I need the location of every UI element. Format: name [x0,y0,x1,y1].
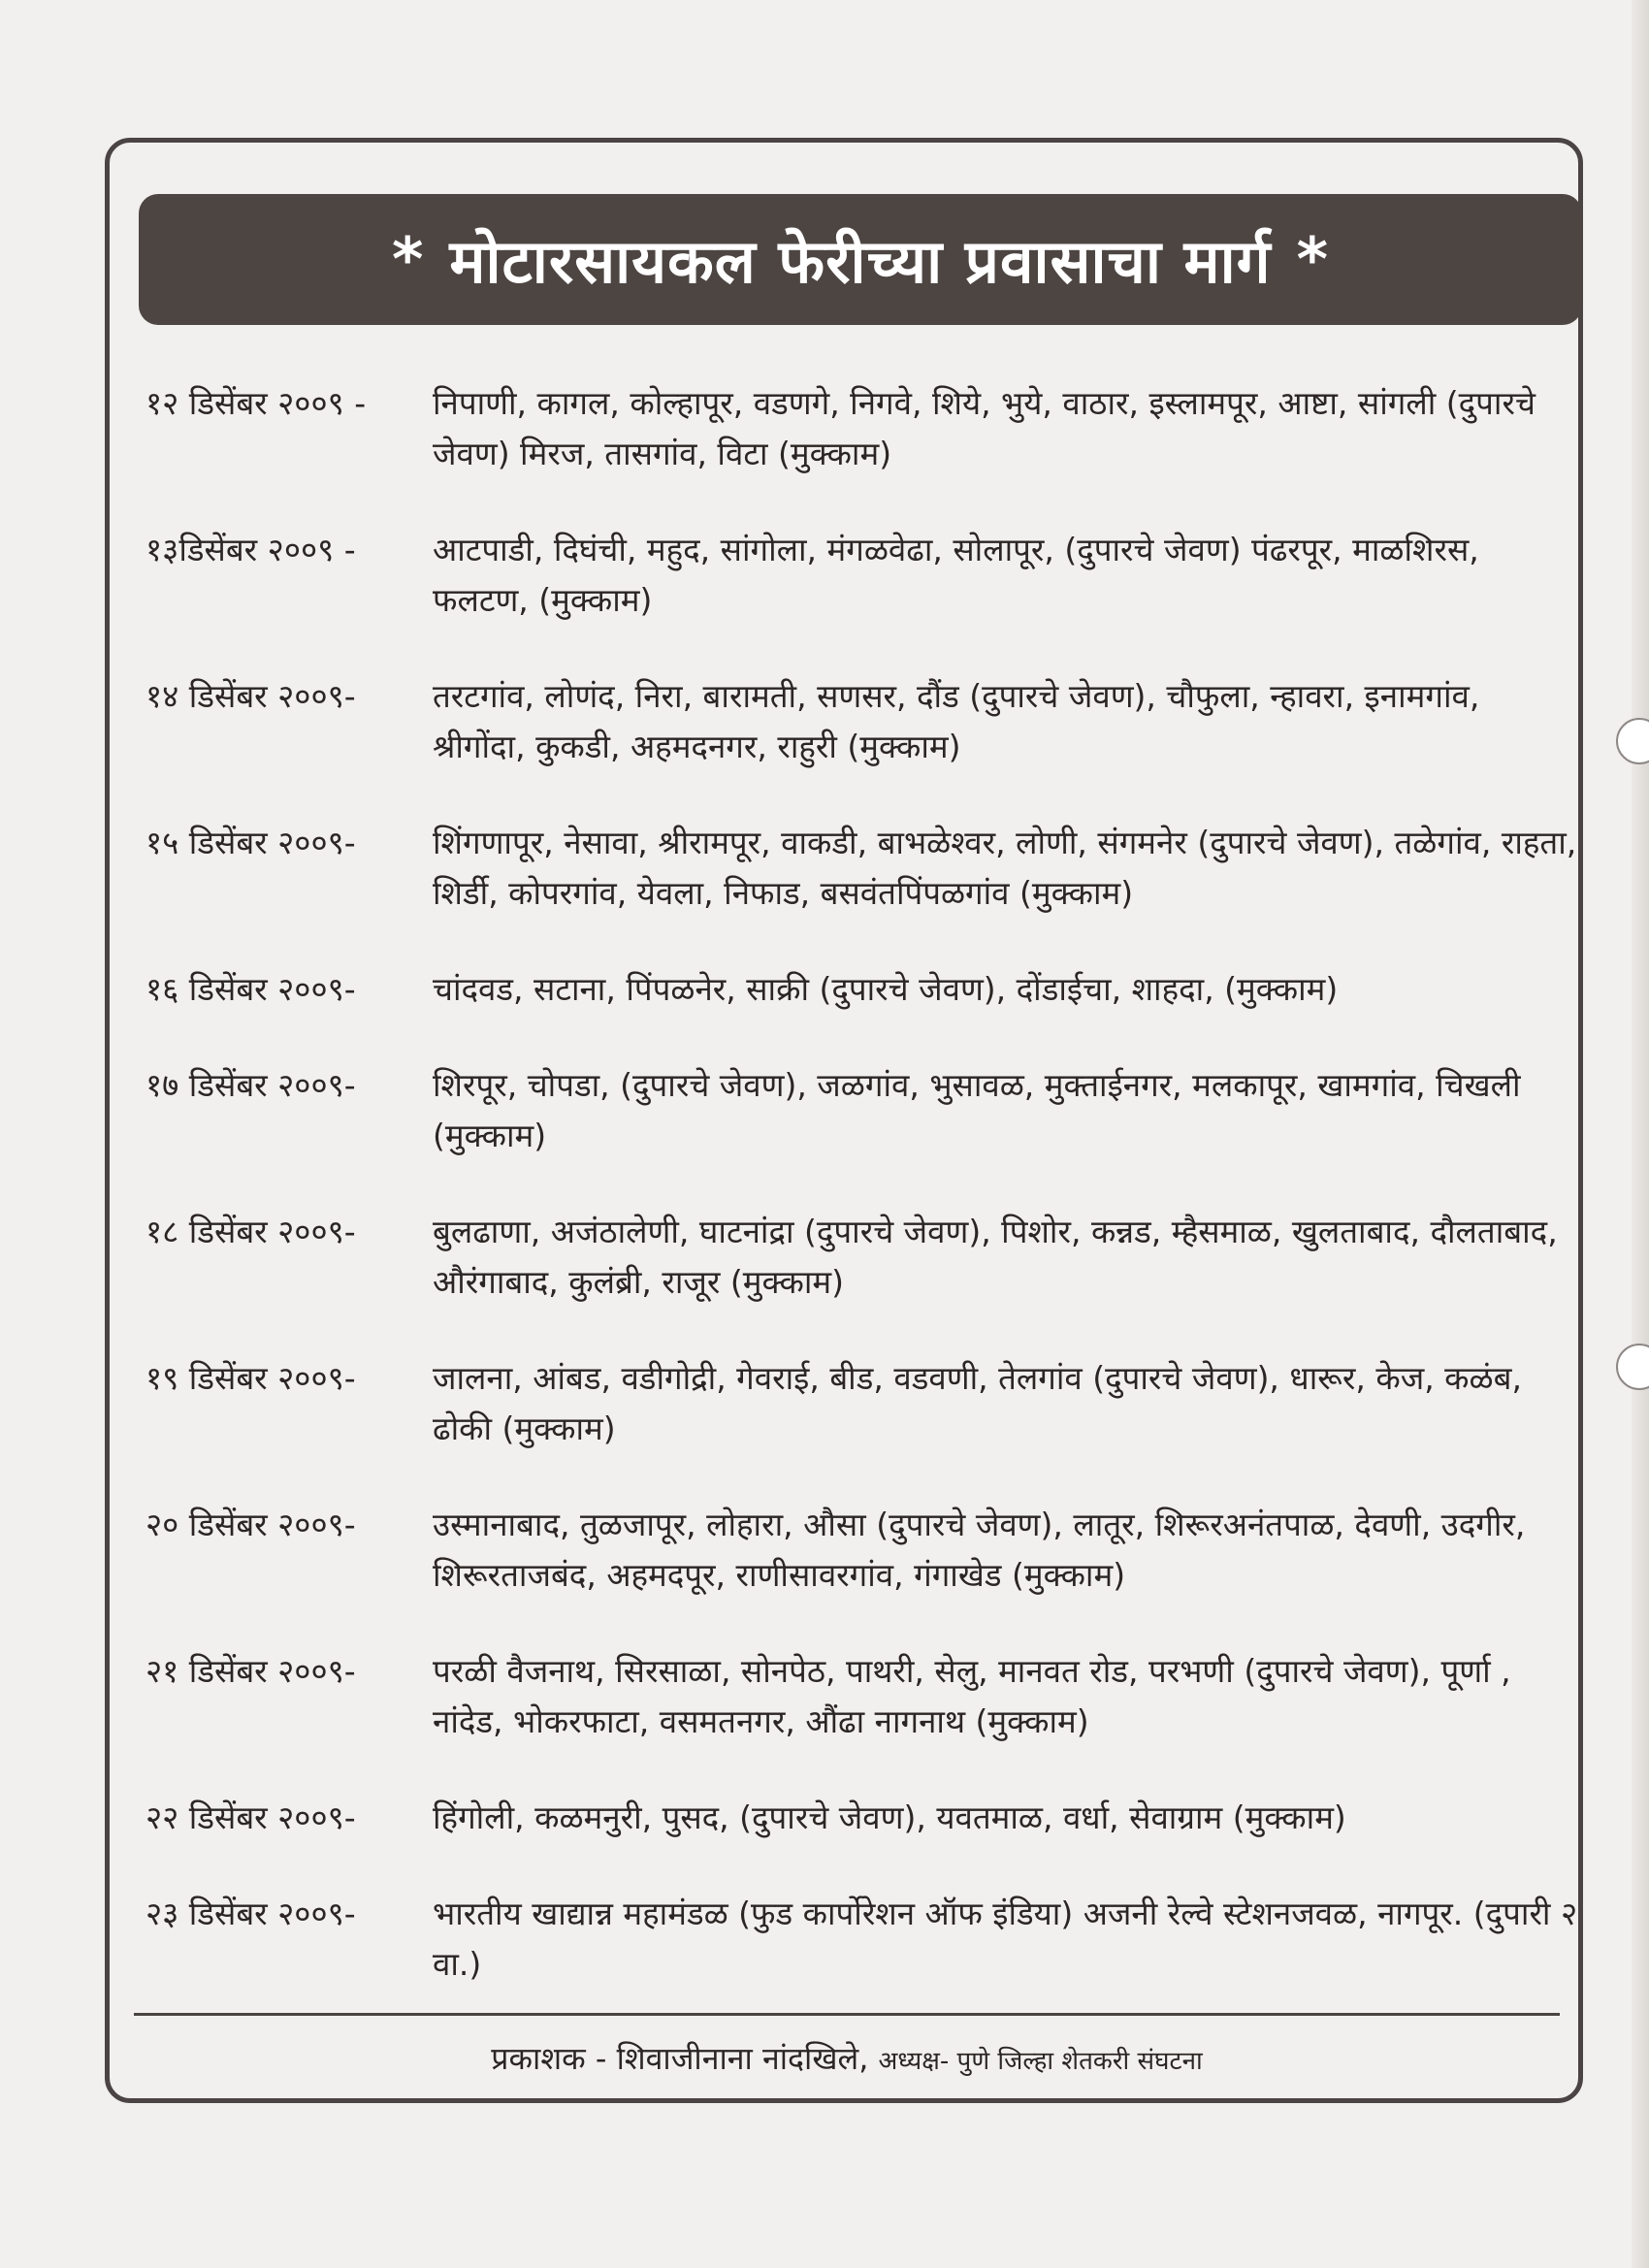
publisher-footer [134,2037,1560,2079]
publisher-designation: अध्यक्ष- पुणे जिल्हा शेतकरी संघटना [878,2047,1203,2076]
entry-route: हिंगोली, कळमनुरी, पुसद, (दुपारचे जेवण), यवतमाळ, वर्धा, सेवाग्राम (मुक्काम) [433,1798,1346,1836]
schedule-entry [146,1889,1581,1990]
schedule-entry [146,525,1581,626]
punch-hole [1616,718,1649,764]
schedule-entry [146,1793,1581,1843]
entry-route: जालना, आंबड, वडीगोद्री, गेवराई, बीड, वडवणी, तेलगांव (दुपारचे जेवण), धारूर, केज, कळंब, ढोकी (मुक्काम) [433,1359,1522,1447]
entry-route: परळी वैजनाथ, सिरसाळा, सोनपेठ, पाथरी, सेलु, मानवत रोड, परभणी (दुपारचे जेवण), पूर्णा , नांदेड, भोकरफाटा, वसमतनगर, औंढा नागनाथ (मुक्काम) [433,1652,1511,1740]
page-title: मोटारसायकल फेरीच्या प्रवासाचा मार्ग [449,225,1272,297]
entry-route: उस्मानाबाद, तुळजापूर, लोहारा, औसा (दुपारचे जेवण), लातूर, शिरूरअनंतपाळ, देवणी, उदगीर, शिरूरताजबंद, अहमदपूर, राणीसावरगांव, गंगाखेड (मुक्काम) [433,1506,1526,1594]
schedule-entry [146,1353,1581,1454]
title-banner [139,194,1582,325]
schedule-entry [146,1646,1581,1747]
schedule-entry [146,378,1581,479]
schedule-entry [146,1207,1581,1308]
entry-date: १४ डिसेंबर २००९- [146,677,356,715]
schedule-entry [146,964,1581,1015]
route-schedule [146,378,1581,2035]
entry-date: २१ डिसेंबर २००९- [146,1652,356,1690]
entry-date: २० डिसेंबर २००९- [146,1506,356,1543]
entry-date: १३डिसेंबर २००९ - [146,531,356,568]
schedule-entry [146,818,1581,919]
entry-route: शिंगणापूर, नेसावा, श्रीरामपूर, वाकडी, बाभळेश्वर, लोणी, संगमनेर (दुपारचे जेवण), तळेगांव, राहता, शिर्डी, कोपरगांव, येवला, निफाड, बसवंतपिंपळगांव (मुक्काम) [433,824,1577,912]
entry-date: १६ डिसेंबर २००९- [146,970,356,1008]
entry-date: १७ डिसेंबर २००९- [146,1066,356,1104]
footer-divider [134,2013,1560,2016]
entry-route: चांदवड, सटाना, पिंपळनेर, साक्री (दुपारचे जेवण), दोंडाईचा, शाहदा, (मुक्काम) [433,970,1339,1008]
entry-date: २२ डिसेंबर २००९- [146,1798,356,1836]
entry-date: १९ डिसेंबर २००९- [146,1359,356,1397]
schedule-entry [146,1060,1581,1161]
entry-route: निपाणी, कागल, कोल्हापूर, वडणगे, निगवे, शिये, भुये, वाठार, इस्लामपूर, आष्टा, सांगली (दुपारचे जेवण) मिरज, तासगांव, विटा (मुक्काम) [433,384,1536,472]
entry-route: बुलढाणा, अजंठालेणी, घाटनांद्रा (दुपारचे जेवण), पिशोर, कन्नड, म्हैसमाळ, खुलताबाद, दौलताबाद, औरंगाबाद, कुलंब्री, राजूर (मुक्काम) [433,1213,1558,1301]
schedule-entry [146,1500,1581,1601]
entry-date: १५ डिसेंबर २००९- [146,824,356,861]
entry-date: १८ डिसेंबर २००९- [146,1213,356,1250]
punch-hole [1616,1344,1649,1390]
entry-route: भारतीय खाद्यान्न महामंडळ (फुड कार्पोरेशन ऑफ इंडिया) अजनी रेल्वे स्टेशनजवळ, नागपूर. (दुपारी २ वा.) [433,1895,1578,1983]
entry-route: तरटगांव, लोणंद, निरा, बारामती, सणसर, दौंड (दुपारचे जेवण), चौफुला, न्हावरा, इनामगांव, श्रीगोंदा, कुकडी, अहमदनगर, राहुरी (मुक्काम) [433,677,1480,765]
entry-route: शिरपूर, चोपडा, (दुपारचे जेवण), जळगांव, भुसावळ, मुक्ताईनगर, मलकापूर, खामगांव, चिखली (मुक्काम) [433,1066,1521,1154]
entry-date: २३ डिसेंबर २००९- [146,1895,356,1932]
schedule-entry [146,671,1581,772]
page-edge [1632,0,1649,2268]
entry-route: आटपाडी, दिघंची, महुद, सांगोला, मंगळवेढा, सोलापूर, (दुपारचे जेवण) पंढरपूर, माळशिरस, फलटण, (मुक्काम) [433,531,1479,619]
publisher-name: प्रकाशक - शिवाजीनाना नांदखिले, [491,2040,869,2077]
star-icon: * [391,224,425,295]
entry-date: १२ डिसेंबर २००९ - [146,384,367,422]
star-icon: * [1296,224,1330,295]
